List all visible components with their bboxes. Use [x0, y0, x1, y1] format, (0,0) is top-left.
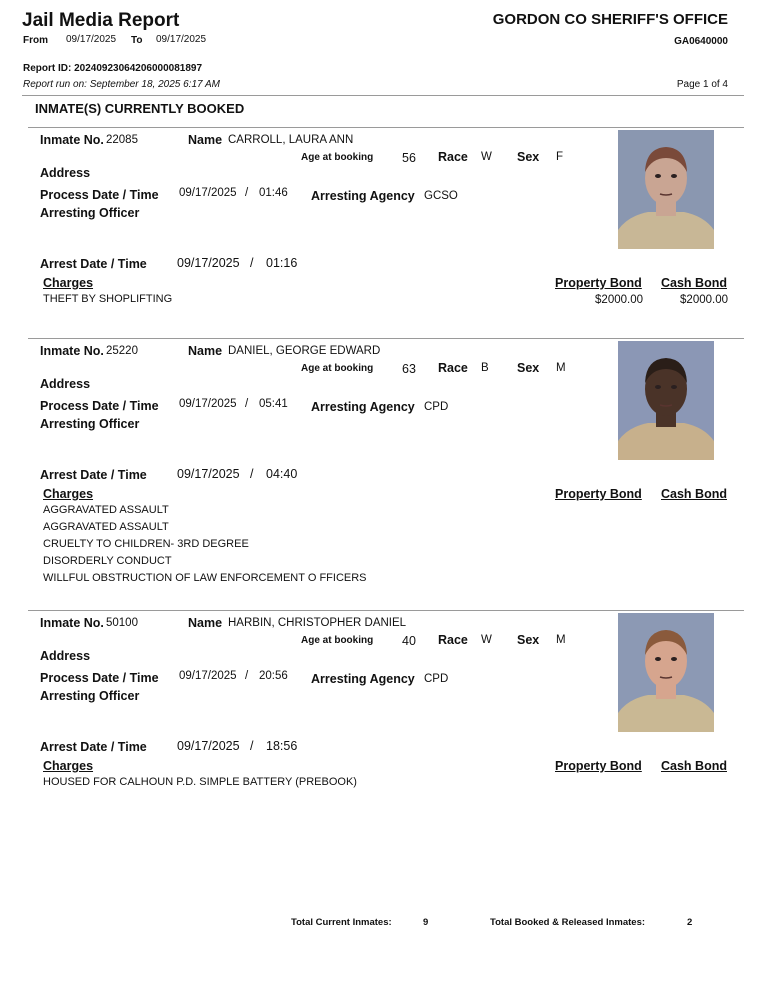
process-separator: / [245, 187, 249, 199]
charge-item: AGGRAVATED ASSAULT [43, 504, 169, 516]
arrest-separator: / [250, 467, 254, 481]
process-time: 05:41 [259, 398, 288, 410]
arrest-time: 01:16 [266, 256, 298, 270]
process-date: 09/17/2025 [179, 398, 237, 410]
charge-item: THEFT BY SHOPLIFTING [43, 293, 173, 305]
charge-item: DISORDERLY CONDUCT [43, 555, 172, 567]
name-label: Name [188, 133, 223, 147]
report-run: Report run on: September 18, 2025 6:17 AM [23, 79, 220, 90]
mugshot-photo [618, 130, 714, 249]
total-booked-value: 2 [687, 917, 693, 928]
name-label: Name [188, 344, 223, 358]
arresting-officer-label: Arresting Officer [40, 206, 140, 220]
inmate-no-label: Inmate No. [40, 133, 104, 147]
inmate-no-value: 22085 [106, 134, 138, 146]
charges-header: Charges [43, 276, 94, 290]
charge-item: WILLFUL OBSTRUCTION OF LAW ENFORCEMENT O FFICERS [43, 572, 367, 584]
charge-item: CRUELTY TO CHILDREN- 3RD DEGREE [43, 538, 249, 550]
age-value: 63 [402, 362, 416, 376]
address-label: Address [40, 377, 91, 391]
mugshot-image [618, 613, 714, 732]
sex-value: F [556, 151, 564, 163]
age-value: 40 [402, 634, 416, 648]
sex-value: M [556, 362, 566, 374]
arrest-date: 09/17/2025 [177, 467, 240, 481]
name-label: Name [188, 616, 223, 630]
race-value: B [481, 362, 489, 374]
charge-item: HOUSED FOR CALHOUN P.D. SIMPLE BATTERY (PREBOOK) [43, 776, 357, 788]
mugshot-image [618, 341, 714, 460]
arrest-time: 18:56 [266, 739, 298, 753]
arrest-date: 09/17/2025 [177, 739, 240, 753]
mugshot-image [618, 130, 714, 249]
arresting-agency-value: CPD [424, 673, 449, 685]
arresting-officer-label: Arresting Officer [40, 689, 140, 703]
agency-code: GA0640000 [674, 36, 728, 47]
sex-label: Sex [517, 361, 540, 375]
arrest-label: Arrest Date / Time [40, 468, 147, 482]
name-value: HARBIN, CHRISTOPHER DANIEL [228, 617, 407, 629]
age-label: Age at booking [301, 635, 374, 646]
arrest-label: Arrest Date / Time [40, 257, 147, 271]
inmate-record [0, 611, 773, 881]
arresting-agency-label: Arresting Agency [311, 400, 415, 414]
address-label: Address [40, 166, 91, 180]
arresting-officer-label: Arresting Officer [40, 417, 140, 431]
total-current-label: Total Current Inmates: [291, 917, 392, 928]
section-title: INMATE(S) CURRENTLY BOOKED [35, 101, 245, 116]
inmate-divider [28, 610, 744, 611]
name-value: CARROLL, LAURA ANN [228, 134, 354, 146]
total-current-value: 9 [423, 917, 429, 928]
process-date: 09/17/2025 [179, 187, 237, 199]
property-bond-header: Property Bond [555, 759, 642, 773]
mugshot-photo [618, 341, 714, 460]
total-booked-label: Total Booked & Released Inmates: [490, 917, 646, 928]
from-label: From [23, 35, 48, 46]
process-label: Process Date / Time [40, 188, 159, 202]
charges-header: Charges [43, 759, 94, 773]
property-bond-header: Property Bond [555, 487, 642, 501]
process-label: Process Date / Time [40, 399, 159, 413]
inmate-no-label: Inmate No. [40, 616, 104, 630]
arrest-separator: / [250, 256, 254, 270]
cash-bond-header: Cash Bond [661, 487, 727, 501]
inmate-no-label: Inmate No. [40, 344, 104, 358]
arresting-agency-label: Arresting Agency [311, 189, 415, 203]
age-label: Age at booking [301, 152, 374, 163]
sex-label: Sex [517, 633, 540, 647]
arresting-agency-value: GCSO [424, 190, 458, 202]
report-title: Jail Media Report [22, 10, 180, 31]
race-label: Race [438, 633, 468, 647]
arrest-date: 09/17/2025 [177, 256, 240, 270]
sex-value: M [556, 634, 566, 646]
process-time: 01:46 [259, 187, 288, 199]
address-label: Address [40, 649, 91, 663]
process-time: 20:56 [259, 670, 288, 682]
arresting-agency-label: Arresting Agency [311, 672, 415, 686]
property-bond-header: Property Bond [555, 276, 642, 290]
race-label: Race [438, 150, 468, 164]
process-separator: / [245, 670, 249, 682]
to-date: 09/17/2025 [156, 34, 207, 45]
page-number: Page 1 of 4 [676, 79, 728, 90]
name-value: DANIEL, GEORGE EDWARD [228, 345, 381, 357]
inmate-divider [28, 338, 744, 339]
header-divider [22, 95, 744, 96]
property-bond-value: $2000.00 [595, 294, 643, 306]
inmate-no-value: 25220 [106, 345, 138, 357]
to-label: To [131, 35, 143, 46]
agency-name: GORDON CO SHERIFF'S OFFICE [492, 11, 728, 28]
inmate-record [0, 339, 773, 609]
process-date: 09/17/2025 [179, 670, 237, 682]
arresting-agency-value: CPD [424, 401, 449, 413]
race-value: W [481, 151, 492, 163]
process-label: Process Date / Time [40, 671, 159, 685]
cash-bond-value: $2000.00 [680, 294, 728, 306]
inmate-no-value: 50100 [106, 617, 138, 629]
charges-header: Charges [43, 487, 94, 501]
process-separator: / [245, 398, 249, 410]
arrest-label: Arrest Date / Time [40, 740, 147, 754]
mugshot-photo [618, 613, 714, 732]
race-label: Race [438, 361, 468, 375]
sex-label: Sex [517, 150, 540, 164]
charge-item: AGGRAVATED ASSAULT [43, 521, 169, 533]
cash-bond-header: Cash Bond [661, 276, 727, 290]
arrest-separator: / [250, 739, 254, 753]
arrest-time: 04:40 [266, 467, 298, 481]
from-date: 09/17/2025 [66, 34, 117, 45]
age-value: 56 [402, 151, 416, 165]
report-id: Report ID: 20240923064206000081897 [23, 63, 203, 74]
race-value: W [481, 634, 492, 646]
age-label: Age at booking [301, 363, 374, 374]
cash-bond-header: Cash Bond [661, 759, 727, 773]
